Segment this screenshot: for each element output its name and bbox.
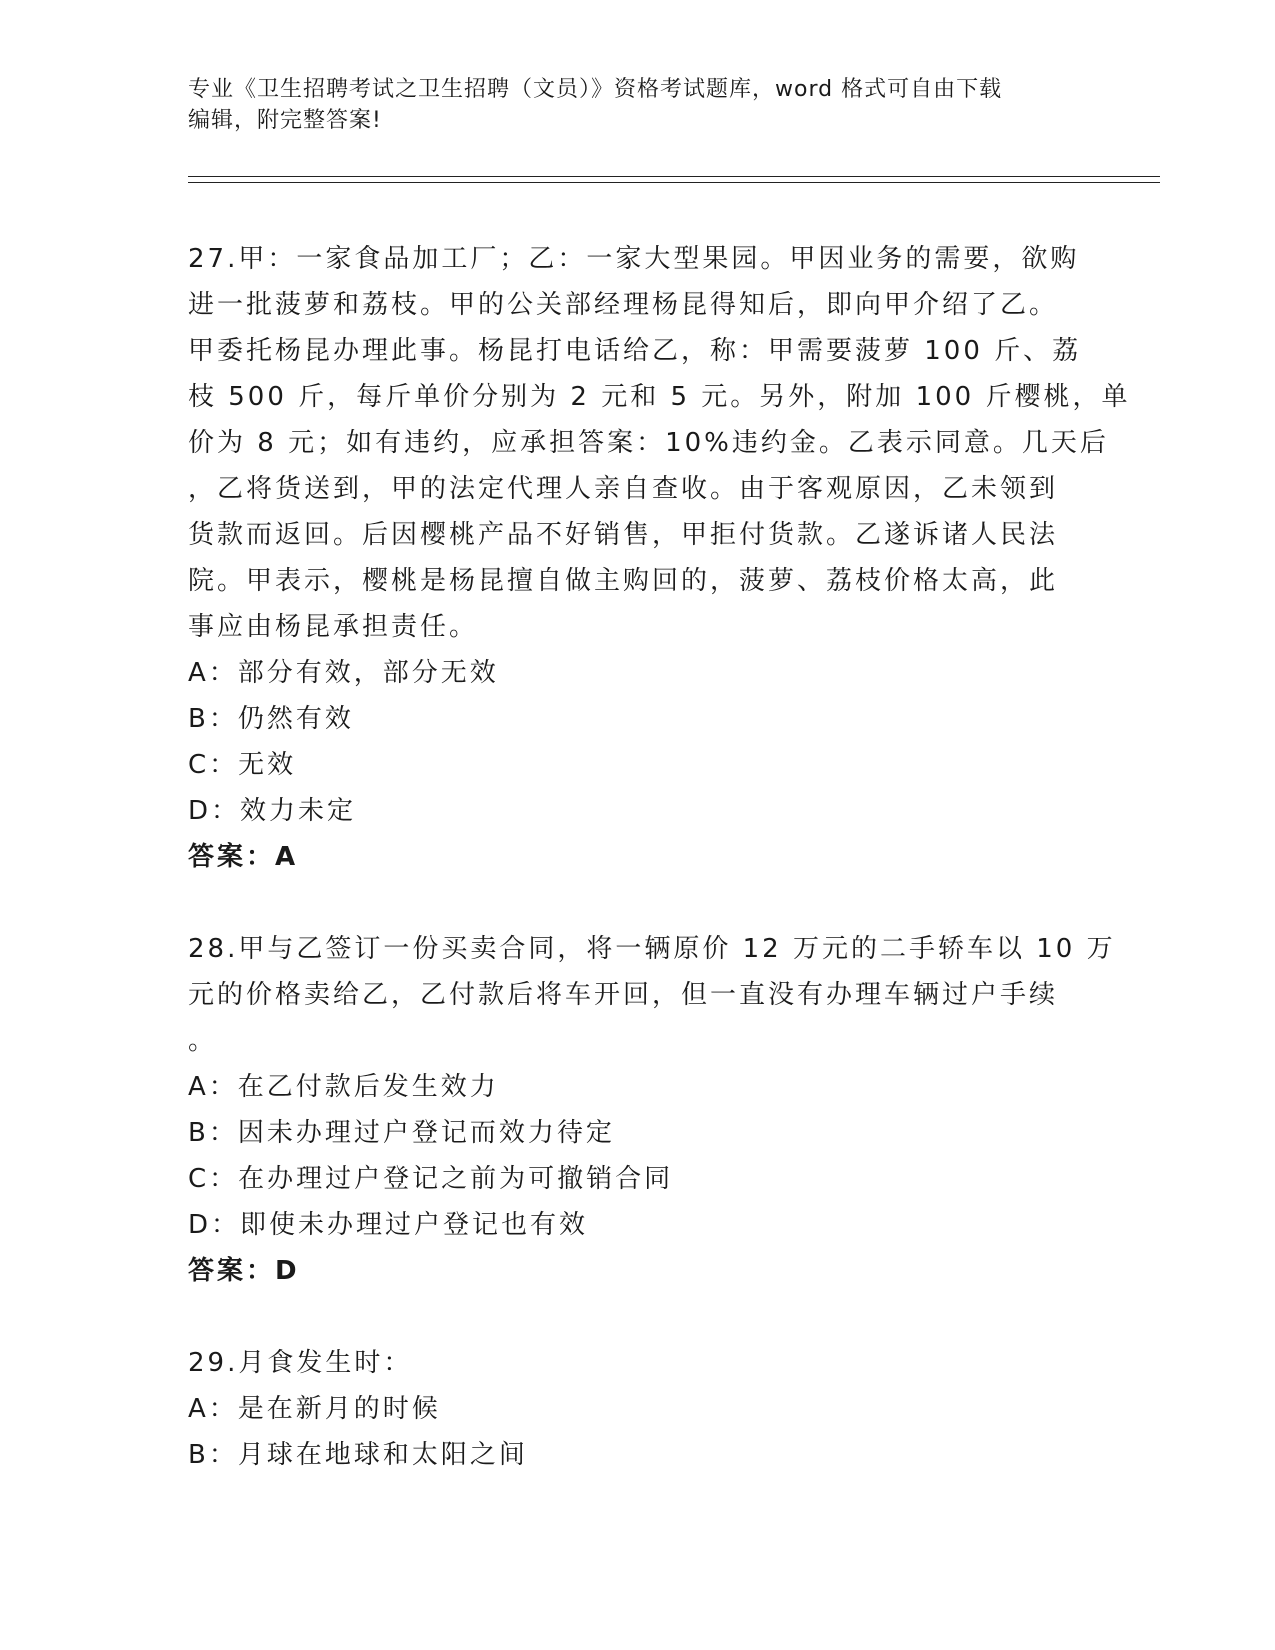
question-27-text-line: 货款而返回。后因樱桃产品不好销售，甲拒付货款。乙遂诉诸人民法	[188, 520, 1059, 550]
question-28-option-d: D：即使未办理过户登记也有效	[188, 1210, 589, 1240]
question-spacer	[188, 1294, 1088, 1340]
question-28-answer: 答案：D	[188, 1256, 300, 1286]
question-27-text-line: 进一批菠萝和荔枝。甲的公关部经理杨昆得知后，即向甲介绍了乙。	[188, 290, 1059, 320]
question-list	[188, 236, 1131, 1478]
question-29-option-b: B：月球在地球和太阳之间	[188, 1440, 528, 1470]
question-spacer	[188, 880, 1088, 926]
question-28-text-line: 28.甲与乙签订一份买卖合同，将一辆原价 12 万元的二手轿车以 10 万	[188, 934, 1116, 964]
question-27-option-d: D：效力未定	[188, 796, 357, 826]
question-29-option-a: A：是在新月的时候	[188, 1394, 441, 1424]
question-28-option-b: B：因未办理过户登记而效力待定	[188, 1118, 615, 1148]
question-27-text-line: 枝 500 斤，每斤单价分别为 2 元和 5 元。另外，附加 100 斤樱桃，单	[188, 382, 1131, 412]
question-27-text-line: 事应由杨昆承担责任。	[188, 612, 479, 642]
question-28-text-line: 元的价格卖给乙，乙付款后将车开回，但一直没有办理车辆过户手续	[188, 980, 1059, 1010]
question-27-text-line: ，乙将货送到，甲的法定代理人亲自查收。由于客观原因，乙未领到	[188, 474, 1059, 504]
question-27-option-c: C：无效	[188, 750, 297, 780]
header-line-1: 专业《卫生招聘考试之卫生招聘（文员）》资格考试题库，word 格式可自由下载	[188, 77, 1003, 102]
header-rule-top	[188, 176, 1160, 177]
question-28-text-line: 。	[188, 1026, 218, 1056]
question-28-option-a: A：在乙付款后发生效力	[188, 1072, 499, 1102]
question-27-answer: 答案：A	[188, 842, 299, 872]
question-27	[188, 236, 1131, 880]
question-27-text-line: 院。甲表示，樱桃是杨昆擅自做主购回的，菠萝、荔枝价格太高，此	[188, 566, 1059, 596]
question-28-option-c: C：在办理过户登记之前为可撤销合同	[188, 1164, 674, 1194]
question-28	[188, 926, 1116, 1294]
question-27-text-line: 价为 8 元；如有违约，应承担答案：10%违约金。乙表示同意。几天后	[188, 428, 1109, 458]
document-header	[188, 74, 1088, 136]
question-27-text-line: 27.甲：一家食品加工厂；乙：一家大型果园。甲因业务的需要，欲购	[188, 244, 1080, 274]
question-29	[188, 1340, 1088, 1478]
header-line-2: 编辑，附完整答案!	[188, 108, 382, 133]
header-rule-bottom	[188, 182, 1160, 183]
question-27-option-b: B：仍然有效	[188, 704, 354, 734]
question-29-text-line: 29.月食发生时：	[188, 1348, 413, 1378]
question-27-text-line: 甲委托杨昆办理此事。杨昆打电话给乙，称：甲需要菠萝 100 斤、荔	[188, 336, 1082, 366]
question-27-option-a: A：部分有效，部分无效	[188, 658, 499, 688]
